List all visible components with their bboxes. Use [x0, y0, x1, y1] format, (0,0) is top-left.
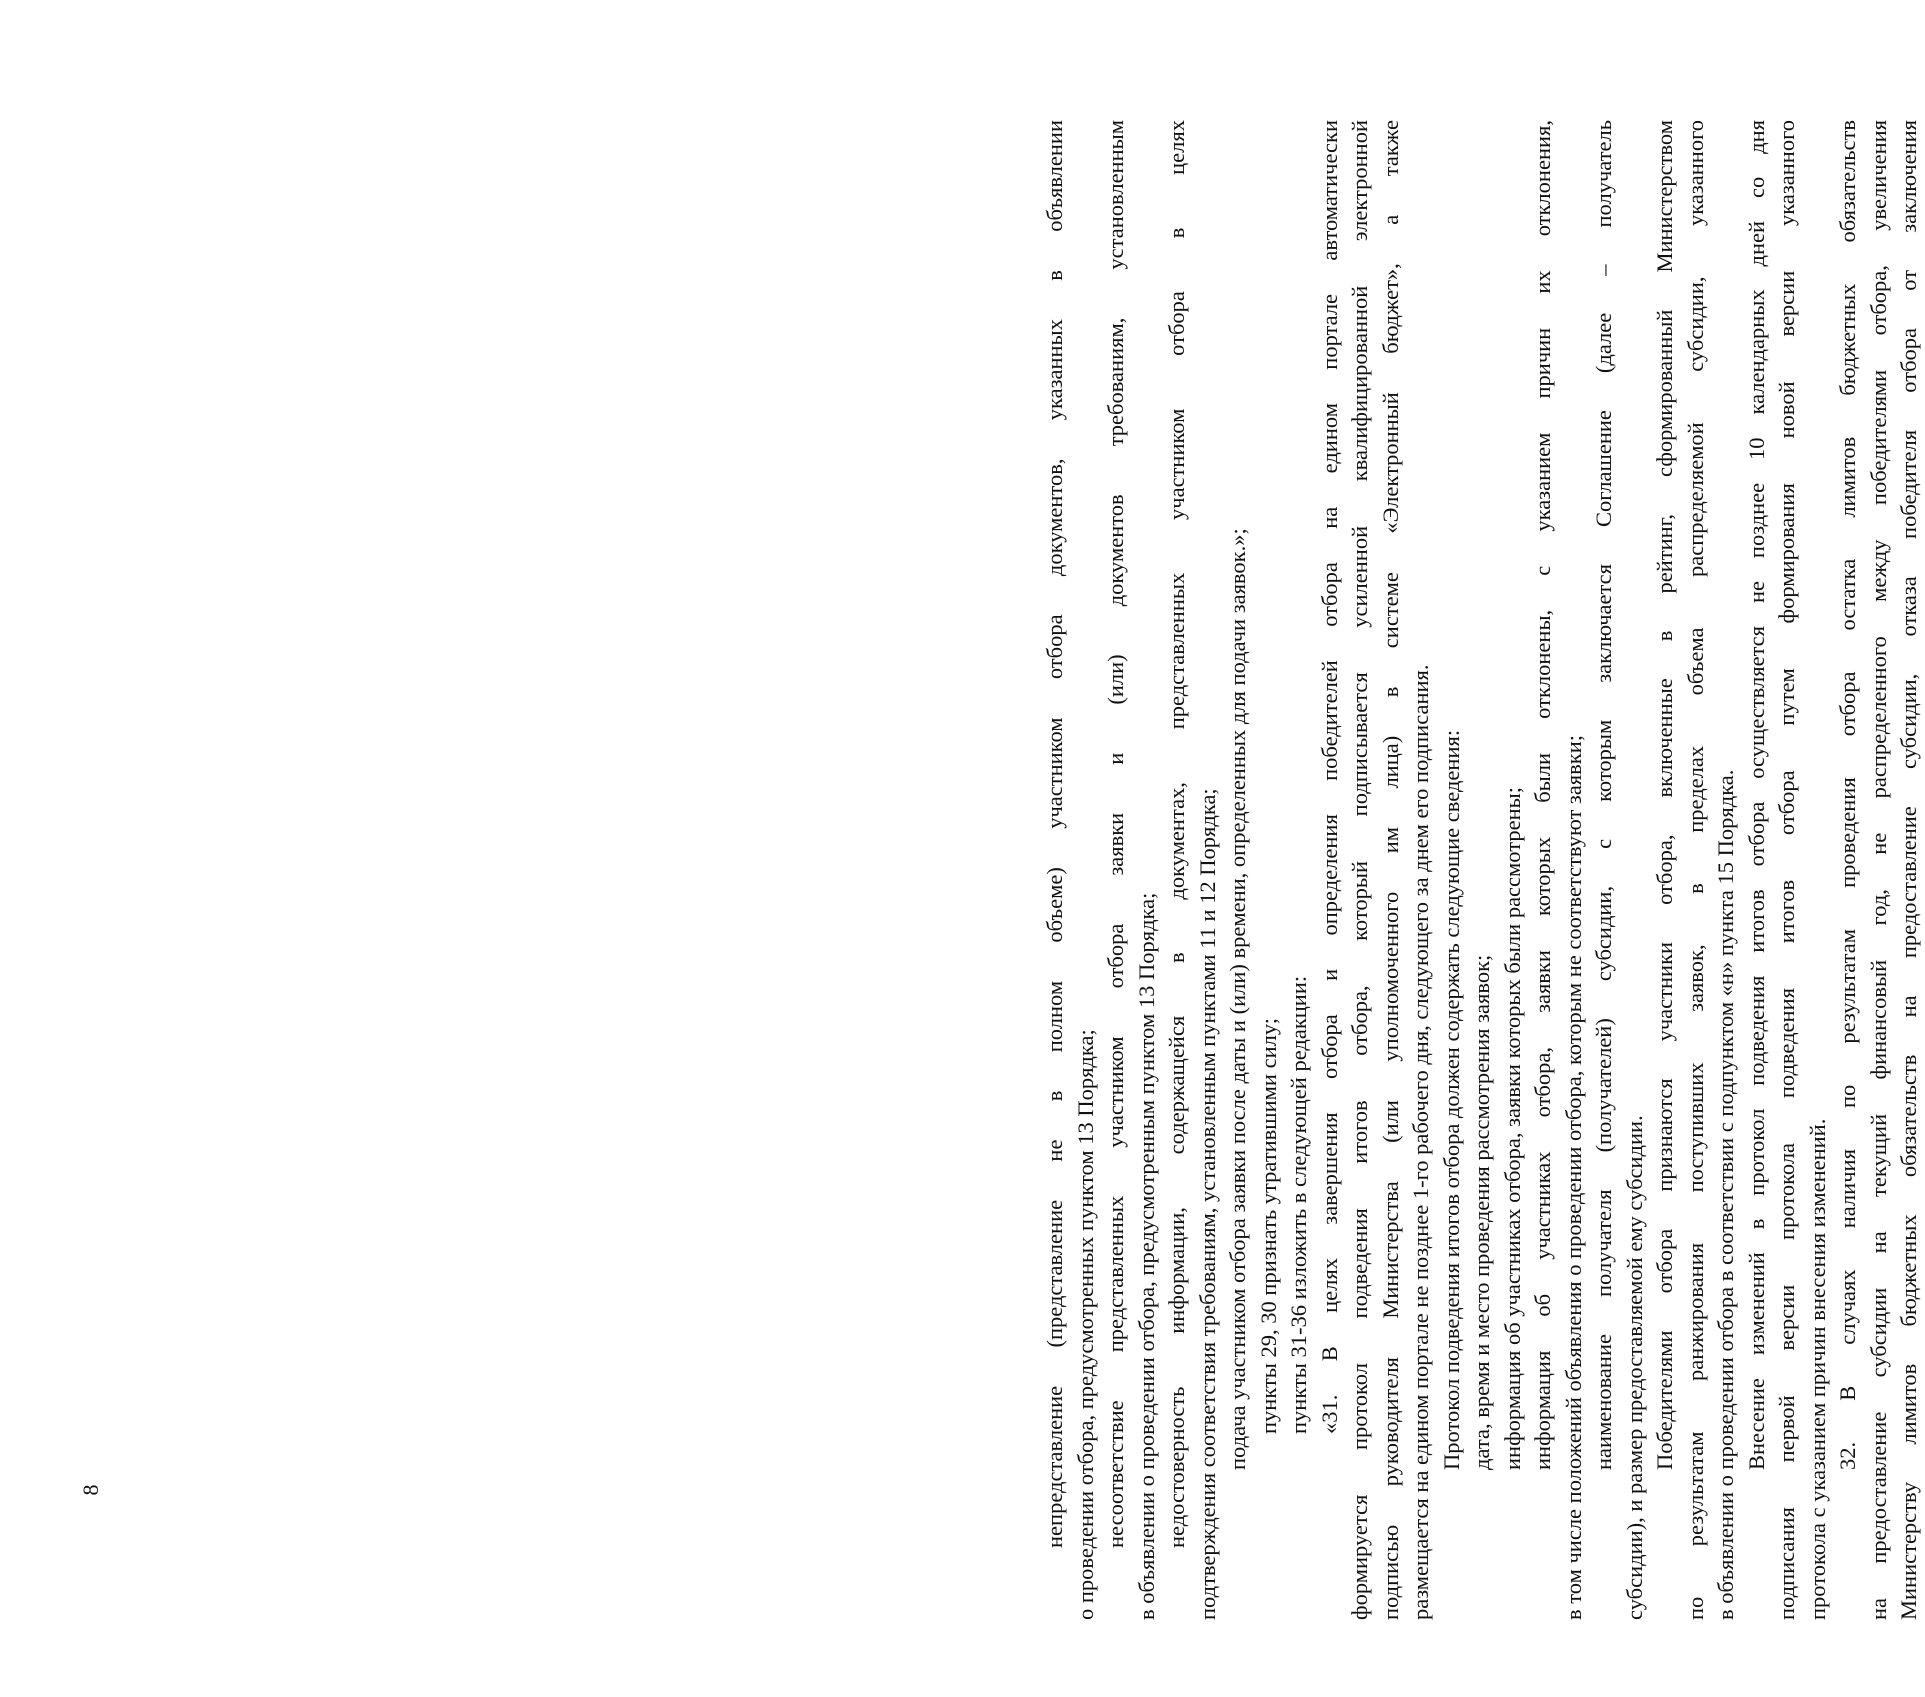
paragraph-line: Победителями отбора признаются участники отбора, включенные в рейтинг, сформированный Министерством [1652, 120, 1677, 1470]
paragraph-line: по результатам ранжирования поступивших заявок, в пределах объема распределяемой субсидии, указанного [1682, 120, 1708, 1620]
paragraph-line: о проведении отбора, предусмотренных пунктом 13 Порядка; [1072, 1029, 1098, 1620]
paragraph-line: подтверждения соответствия требованиям, установленным пунктами 11 и 12 Порядка; [1194, 788, 1220, 1620]
paragraph-line: протокола с указанием причин внесения изменений. [1804, 1118, 1830, 1620]
paragraph-line: на предоставление субсидии на текущий финансовый год, не распределенного между победителями отбора, увеличения [1865, 120, 1891, 1620]
paragraph-line: «31. В целях завершения отбора и определения победителей отбора на едином портале автоматически [1316, 120, 1342, 1434]
paragraph-line: подача участником отбора заявки после даты и (или) времени, определенных для подачи заявок.»; [1225, 528, 1250, 1470]
paragraph-line: субсидии), и размер предоставляемой ему субсидии. [1621, 1115, 1647, 1620]
paragraph-line: в объявлении о проведении отбора в соответствии с подпунктом «н» пункта 15 Порядка. [1713, 769, 1738, 1620]
paragraph-line: информация об участниках отбора, заявки которых были рассмотрены; [1499, 787, 1525, 1470]
paragraph-line: недостоверность информации, содержащейся в документах, представленных участником отбора в целях [1164, 120, 1189, 1548]
paragraph-line: размещается на едином портале не позднее 1-го рабочего дня, следующего за днем его подписания. [1408, 664, 1433, 1620]
paragraph-line: подписания первой версии протокола подведения итогов отбора путем формирования новой версии указанного [1774, 120, 1799, 1620]
paragraph-line: наименование получателя (получателей) субсидии, с которым заключается Соглашение (далее – получатель [1591, 120, 1616, 1470]
paragraph-line: Протокол подведения итогов отбора должен содержать следующие сведения: [1438, 729, 1464, 1470]
document-body [1040, 120, 1925, 1620]
paragraph-line: 32. В случаях наличия по результатам проведения отбора остатка лимитов бюджетных обязательств [1835, 120, 1860, 1470]
page-number: 8 [78, 1484, 103, 1496]
paragraph-line: информация об участниках отбора, заявки которых были отклонены, с указанием причин их отклонения, [1530, 120, 1555, 1470]
paragraph-line: несоответствие представленных участником отбора заявки и (или) документов требованиям, установленным [1103, 120, 1128, 1548]
paragraph-line: Министерству лимитов бюджетных обязательств на предоставление субсидии, отказа победителя отбора от заключения [1896, 120, 1921, 1620]
paragraph-line: в том числе положений объявления о проведении отбора, которым не соответствуют заявки; [1560, 734, 1586, 1620]
paragraph-line: в объявлении о проведении отбора, предусмотренным пунктом 13 Порядка; [1133, 892, 1159, 1620]
paragraph-line: формируется протокол подведения итогов отбора, который подписывается усиленной квалифицированной электронной [1347, 120, 1372, 1620]
paragraph-line: Внесение изменений в протокол подведения итогов отбора осуществляется не позднее 10 календарных дней со дня [1743, 120, 1769, 1470]
paragraph-line: пункты 29, 30 признать утратившими силу; [1255, 1017, 1281, 1434]
paragraph-line: непредставление (представление не в полном объеме) участником отбора документов, указанных в объявлении [1042, 120, 1067, 1548]
paragraph-line: подписью руководителя Министерства (или уполномоченного им лица) в системе «Электронный бюджет», а также [1377, 120, 1403, 1620]
paragraph-line: дата, время и место проведения рассмотрения заявок; [1469, 954, 1494, 1470]
paragraph-line: пункты 31-36 изложить в следующей редакции: [1286, 975, 1311, 1434]
